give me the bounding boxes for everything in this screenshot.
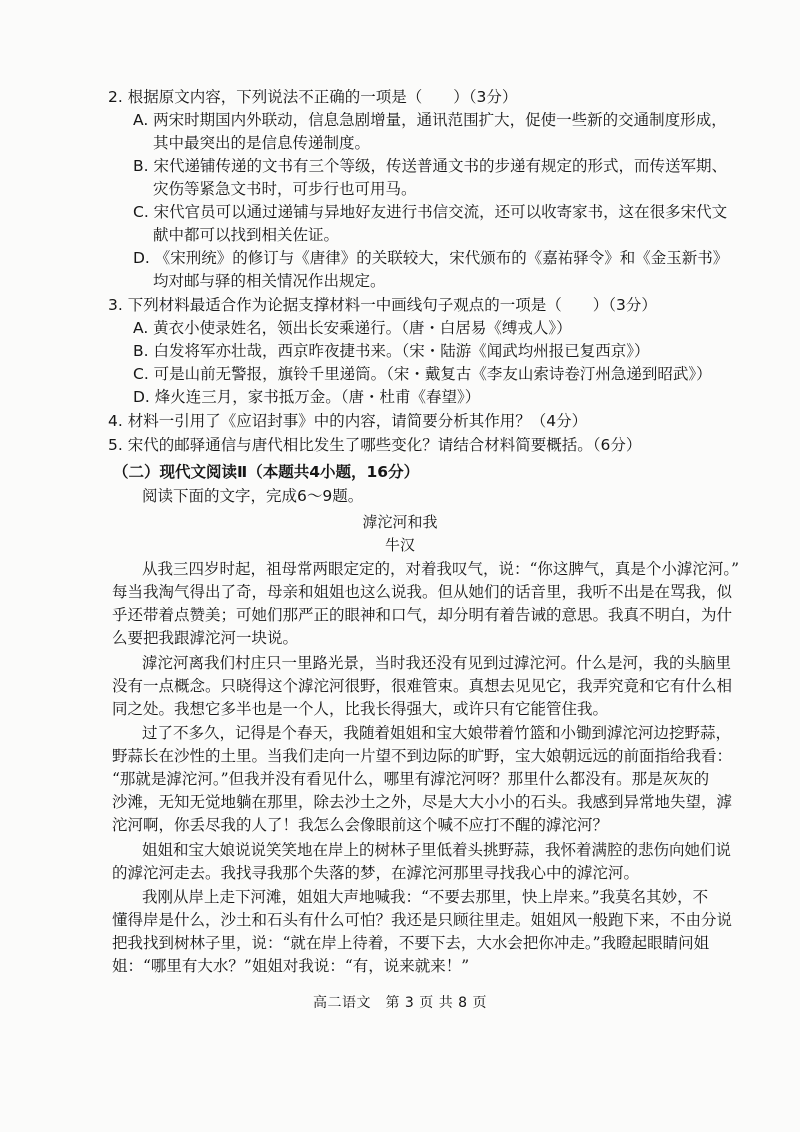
- paragraph-3-line: 过了不多久，记得是个春天，我随着姐姐和宝大娘带着竹篮和小锄到滹沱河边挖野蒜，: [142, 724, 732, 742]
- q2-option-d-line1: D. 《宋刑统》的修订与《唐律》的关联较大，宋代颁布的《嘉祐驿令》和《金玉新书》: [133, 249, 729, 267]
- q2-option-d-line2: 均对邮与驿的相关情况作出规定。: [153, 272, 386, 290]
- paragraph-2-line: 没有一点概念。只晓得这个滹沱河很野，很难管束。真想去见见它，我弄究竟和它有什么相: [112, 677, 733, 695]
- q2-option-a-line1: A. 两宋时期国内外联动，信息急剧增量，通讯范围扩大，促使一些新的交通制度形成，: [133, 111, 727, 129]
- page-footer: 高二语文 第 3 页 共 8 页: [312, 995, 488, 1011]
- paragraph-5-line: 我刚从岸上走下河滩，姐姐大声地喊我：“不要去那里，快上岸来。”我莫名其妙，不: [142, 888, 709, 906]
- paragraph-3-line: 野蒜长在沙性的土里。当我们走向一片望不到边际的旷野，宝大娘朝远远的前面指给我看：: [112, 747, 733, 765]
- q3-option-d: D. 烽火连三月，家书抵万金。（唐・杜甫《春望》）: [133, 388, 481, 406]
- q4-stem: 4. 材料一引用了《应诏封事》中的内容，请简要分析其作用？（4分）: [108, 412, 588, 430]
- article-title: 滹沱河和我: [362, 513, 438, 531]
- paragraph-2-line: 滹沱河离我们村庄只一里路光景，当时我还没有见到过滹沱河。什么是河，我的头脑里: [142, 654, 732, 672]
- q3-option-b: B. 白发将军亦壮哉，西京昨夜捷书来。（宋・陆游《闻武均州报已复西京》）: [133, 342, 650, 360]
- paragraph-3-line: “那就是滹沱河。”但我并没有看见什么，哪里有滹沱河呀？那里什么都没有。那是灰灰的: [112, 770, 710, 788]
- paragraph-1-line: 乎还带着点赞美；可她们那严正的眼神和口气，却分明有着告诫的意思。我真不明白，为什: [112, 606, 733, 624]
- paragraph-1-line: 每当我淘气得出了奇，母亲和姐姐也这么说我。但从她们的话音里，我听不出是在骂我，似: [112, 583, 733, 601]
- q2-option-c-line1: C. 宋代官员可以通过递铺与异地好友进行书信交流，还可以收寄家书，这在很多宋代文: [133, 203, 728, 221]
- q2-stem: 2. 根据原文内容，下列说法不正确的一项是（ ）（3分）: [108, 88, 518, 106]
- paragraph-3-line: 沙滩，无知无觉地躺在那里，除去沙土之外，尽是大大小小的石头。我感到异常地失望，滹: [112, 793, 733, 811]
- q2-option-c-line2: 献中都可以找到相关佐证。: [153, 226, 340, 244]
- q5-stem: 5. 宋代的邮驿通信与唐代相比发生了哪些变化？请结合材料简要概括。（6分）: [108, 436, 642, 454]
- section-instruction: 阅读下面的文字，完成6～9题。: [142, 487, 364, 505]
- q3-stem: 3. 下列材料最适合作为论据支撑材料一中画线句子观点的一项是（ ）（3分）: [108, 296, 657, 314]
- paragraph-1-line: 么要把我跟滹沱河一块说。: [112, 629, 299, 647]
- paragraph-4-line: 姐姐和宝大娘说说笑笑地在岸上的树林子里低着头挑野蒜，我怀着满腔的悲伤向她们说: [142, 841, 732, 859]
- paragraph-5-line: 把我找到树林子里，说：“就在岸上待着，不要下去，大水会把你冲走。”我瞪起眼睛问姐: [112, 934, 710, 952]
- q3-option-a: A. 黄衣小使录姓名，领出长安乘递行。（唐・白居易《缚戎人》）: [133, 319, 572, 337]
- paragraph-4-line: 的滹沱河走去。我找寻我那个失落的梦，在滹沱河那里寻找我心中的滹沱河。: [112, 864, 640, 882]
- q3-option-c: C. 可是山前无警报，旗铃千里递筒。（宋・戴复古《李友山索诗卷汀州急递到昭武》）: [133, 365, 712, 383]
- section-heading: （二）现代文阅读Ⅱ（本题共4小题，16分）: [113, 463, 420, 481]
- q2-option-b-line1: B. 宋代递铺传递的文书有三个等级，传送普通文书的步递有规定的形式，而传送军期、: [133, 157, 727, 175]
- paragraph-2-line: 同之处。我想它多半也是一个人，比我长得强大，或许只有它能管住我。: [112, 700, 609, 718]
- q2-option-b-line2: 灾伤等紧急文书时，可步行也可用马。: [153, 180, 417, 198]
- paragraph-5-line: 懂得岸是什么，沙土和石头有什么可怕？我还是只顾往里走。姐姐风一般跑下来，不由分说: [112, 911, 733, 929]
- article-author: 牛汉: [384, 536, 415, 554]
- q2-option-a-line2: 其中最突出的是信息传递制度。: [153, 134, 371, 152]
- paragraph-1-line: 从我三四岁时起，祖母常两眼定定的，对着我叹气，说：“你这脾气，真是个小滹沱河。”: [142, 560, 740, 578]
- paragraph-5-line: 姐：“哪里有大水？”姐姐对我说：“有，说来就来！”: [112, 957, 470, 975]
- paragraph-3-line: 沱河啊，你丢尽我的人了！我怎么会像眼前这个喊不应打不醒的滹沱河？: [112, 816, 609, 834]
